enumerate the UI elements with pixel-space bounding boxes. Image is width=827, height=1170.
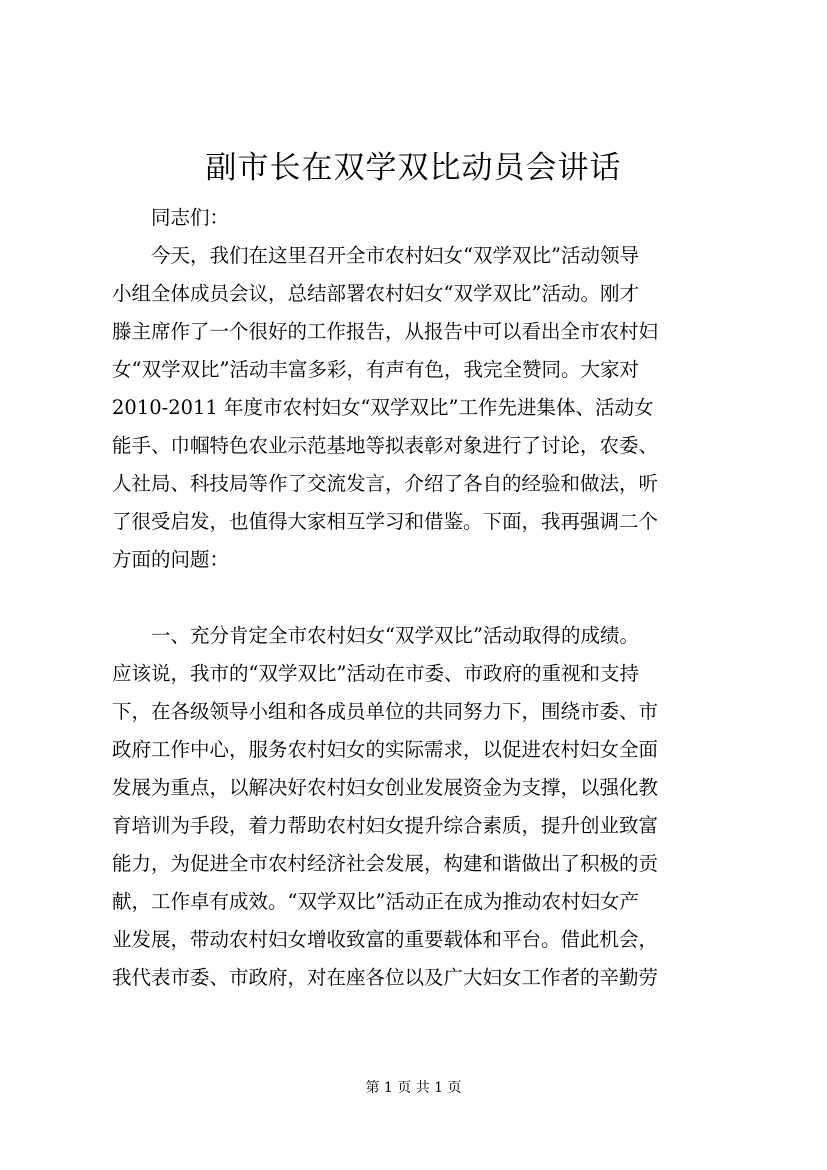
section-heading: 一、充分肯定全市农村妇女“双学双比”活动取得的成绩。	[151, 624, 639, 647]
page-number-footer: 第 1 页 共 1 页	[365, 1080, 462, 1096]
body-line: 2010-2011 年度市农村妇女“双学双比”工作先进集体、活动女	[112, 396, 654, 419]
body-line: 育培训为手段，着力帮助农村妇女提升综合素质，提升创业致富	[112, 814, 659, 837]
body-line: 下，在各级领导小组和各成员单位的共同努力下，围绕市委、市	[112, 700, 659, 723]
body-line: 发展为重点，以解决好农村妇女创业发展资金为支撑，以强化教	[112, 776, 659, 799]
body-line: 方面的问题：	[112, 548, 230, 571]
body-line: 今天，我们在这里召开全市农村妇女“双学双比”活动领导	[151, 244, 639, 267]
body-line: 献，工作卓有成效。“双学双比”活动正在成为推动农村妇女产	[112, 890, 639, 913]
body-line: 滕主席作了一个很好的工作报告，从报告中可以看出全市农村妇	[112, 320, 659, 343]
body-line: 应该说，我市的“双学双比”活动在市委、市政府的重视和支持	[112, 662, 639, 685]
body-line: 同志们：	[151, 206, 230, 229]
body-line: 我代表市委、市政府，对在座各位以及广大妇女工作者的辛勤劳	[112, 966, 659, 989]
body-line: 能手、巾帼特色农业示范基地等拟表彰对象进行了讨论，农委、	[112, 434, 659, 457]
document-title: 副市长在双学双比动员会讲话	[205, 150, 622, 186]
body-line: 了很受启发，也值得大家相互学习和借鉴。下面，我再强调二个	[112, 510, 659, 533]
body-line: 人社局、科技局等作了交流发言，介绍了各自的经验和做法，听	[112, 472, 659, 495]
body-line: 能力，为促进全市农村经济社会发展，构建和谐做出了积极的贡	[112, 852, 659, 875]
body-line: 政府工作中心，服务农村妇女的实际需求，以促进农村妇女全面	[112, 738, 659, 761]
body-line: 业发展，带动农村妇女增收致富的重要载体和平台。借此机会，	[112, 928, 659, 951]
body-line: 小组全体成员会议，总结部署农村妇女“双学双比”活动。刚才	[112, 282, 639, 305]
body-line: 女“双学双比”活动丰富多彩，有声有色，我完全赞同。大家对	[112, 358, 639, 381]
